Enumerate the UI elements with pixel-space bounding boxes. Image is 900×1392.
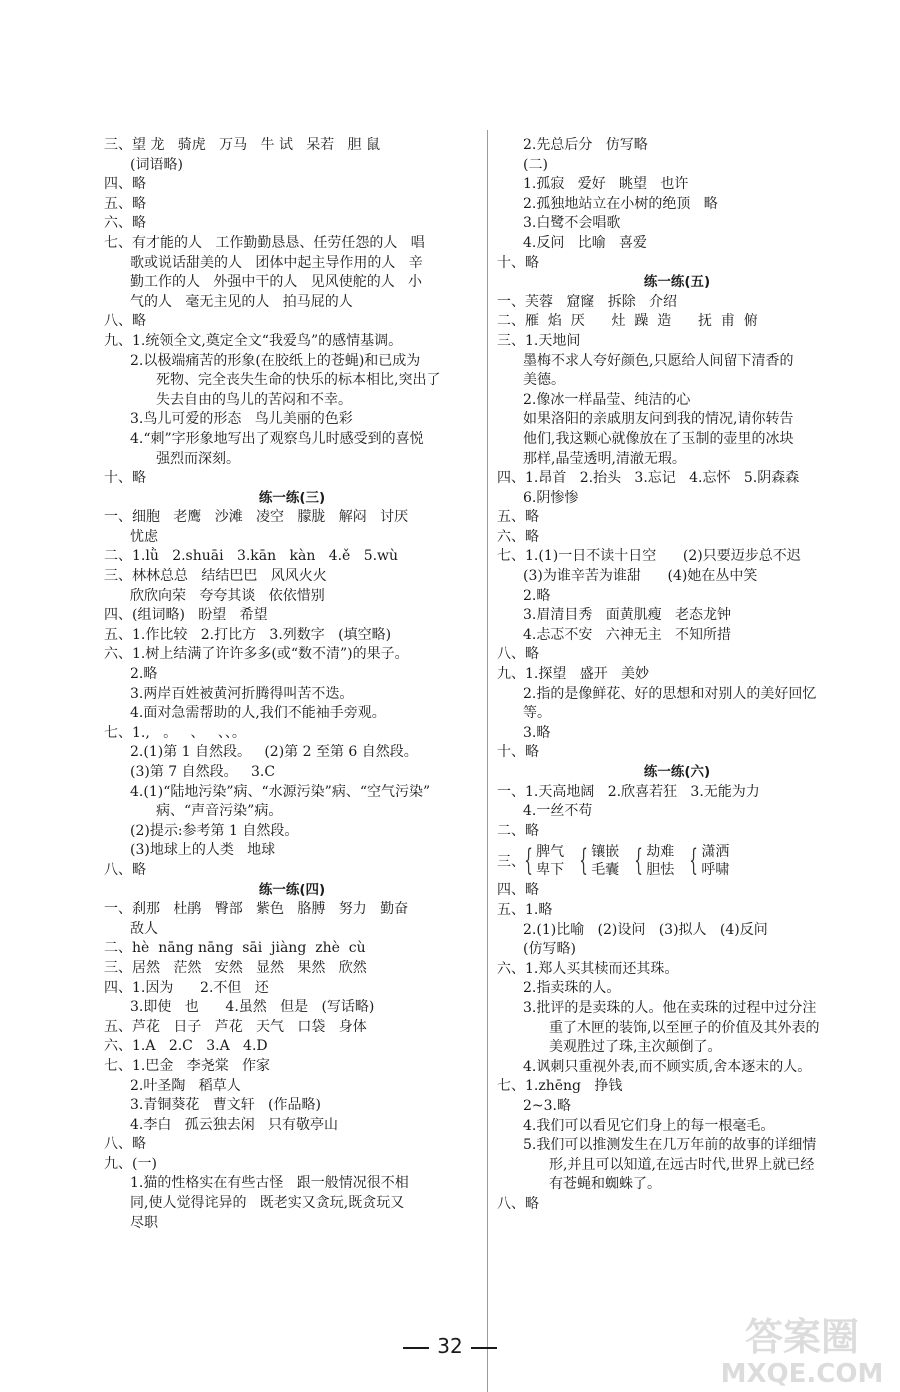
answer-line: 十、略 (497, 744, 539, 761)
page-number: 32 (437, 1334, 463, 1358)
answer-line: 2~3.略 (523, 1097, 571, 1114)
watermark-logo (712, 1308, 892, 1388)
answer-line: 五、1.略 (497, 901, 553, 918)
answer-line: 6.阴惨惨 (523, 489, 579, 506)
brace-word: 呼啸 (701, 862, 730, 879)
answer-line: 四、1.因为 2.不但 还 (104, 979, 269, 996)
answer-line: 3.即使 也 4.虽然 但是 (写话略) (130, 999, 375, 1016)
answer-line: 4.讽刺只重视外表,而不顾实质,舍本逐末的人。 (523, 1058, 812, 1075)
answer-line: 那样,晶莹透明,清澈无瑕。 (523, 450, 686, 467)
answer-line: 七、有才能的人 工作勤勤恳恳、任劳任怨的人 唱 (104, 234, 425, 251)
answer-line: 病、“声音污染”病。 (156, 803, 283, 820)
answer-line: 2.指卖珠的人。 (523, 980, 621, 997)
answer-line: 欣欣向荣 夸夸其谈 依依惜别 (130, 587, 325, 604)
watermark-text-top: 答案圈 (744, 1315, 860, 1359)
answer-line: 歌或说话甜美的人 团体中起主导作用的人 辛 (130, 254, 423, 271)
answer-line: (2)提示:参考第 1 自然段。 (130, 822, 299, 839)
answer-line: 2.略 (130, 666, 158, 683)
answer-line: 2.孤独地站立在小树的绝顶 略 (523, 195, 718, 212)
brace-word: 卑下 (536, 862, 565, 879)
answer-line: 六、1.A 2.C 3.A 4.D (104, 1038, 268, 1055)
answer-line: 4.面对急需帮助的人,我们不能袖手旁观。 (130, 705, 386, 722)
answer-line: 4.一丝不苟 (523, 803, 593, 820)
brace-icon: { (689, 843, 699, 879)
answer-line: 如果洛阳的亲戚朋友问到我的情况,请你转告 (523, 411, 794, 428)
brace-pair (684, 843, 729, 879)
answer-line: 六、略 (497, 528, 539, 545)
brace-word: 脾气 (536, 844, 565, 861)
answer-line: 2.以极端痛苦的形象(在胶纸上的苍蝇)和已成为 (130, 352, 421, 369)
answer-line: (3)地球上的人类 地球 (130, 842, 276, 859)
answer-line: 美德。 (523, 372, 565, 389)
answer-line: 重了木匣的装饰,以至匣子的价值及其外表的 (549, 1019, 820, 1036)
section-heading: 练一练(五) (643, 274, 711, 291)
answer-line: 一、细胞 老鹰 沙滩 凌空 朦胧 解闷 讨厌 (104, 509, 409, 526)
answer-line: 他们,我这颗心就像放在了玉制的壶里的冰块 (523, 430, 794, 447)
answer-line: 十、略 (497, 254, 539, 271)
answer-line: 气的人 毫无主见的人 拍马屁的人 (130, 293, 353, 310)
answer-line: 六、1.树上结满了许许多多(或“数不清”)的果子。 (104, 646, 409, 663)
answer-line: 四、1.昂首 2.抬头 3.忘记 4.忘怀 5.阴森森 (497, 470, 800, 487)
answer-line: 九、1.探望 盛开 美妙 (497, 666, 650, 683)
answer-line: 一、芙蓉 窟窿 拆除 介绍 (497, 293, 678, 310)
answer-line: (二) (523, 156, 548, 173)
brace-question (497, 841, 857, 881)
brace-word: 胆怯 (646, 862, 675, 879)
page-number-dash (471, 1347, 497, 1349)
answer-line: 三、望 龙 骑虎 万马 牛 试 呆若 胆 鼠 (104, 137, 381, 153)
right-column-upper (497, 136, 857, 841)
answer-line: 4.我们可以看见它们身上的每一根毫毛。 (523, 1117, 775, 1134)
brace-question-label: 三、 (497, 854, 525, 871)
answer-line: 八、略 (497, 1195, 539, 1212)
answer-line: 七、1.巴金 李尧棠 作家 (104, 1057, 271, 1074)
answer-line: 一、1.天高地阔 2.欣喜若狂 3.无能为力 (497, 783, 760, 800)
column-divider (487, 130, 488, 1392)
answer-line: 七、1.zhēng 挣钱 (497, 1078, 623, 1095)
answer-line: 4.反问 比喻 喜爱 (523, 234, 648, 251)
answer-line: 九、(一) (104, 1155, 157, 1172)
answer-line: (3)第 7 自然段。 3.C (130, 764, 276, 780)
answer-line: 2.像冰一样晶莹、纯洁的心 (523, 391, 691, 408)
answer-line: 强烈而深刻。 (156, 450, 240, 467)
answer-line: 4.“刺”字形象地写出了观察鸟儿时感受到的喜悦 (130, 430, 424, 447)
answer-line: 三、1.天地间 (497, 332, 581, 349)
page-number-dash (403, 1347, 429, 1349)
answer-line: 二、1.lǜ 2.shuāi 3.kān kàn 4.ě 5.wù (104, 548, 399, 565)
brace-pair (519, 843, 564, 879)
answer-line: 墨梅不求人夸好颜色,只愿给人间留下清香的 (523, 352, 794, 369)
answer-line: 十、略 (104, 470, 146, 487)
answer-line: 2.先总后分 仿写略 (523, 137, 648, 153)
answer-line: 二、雁 焰 厌 灶 躁 造 抚 甫 俯 (497, 313, 758, 330)
answer-line: 六、1.郑人买其椟而还其珠。 (497, 960, 679, 977)
answer-line: 四、(组词略) 盼望 希望 (104, 607, 268, 624)
answer-line: 敌人 (130, 920, 158, 937)
answer-line: 五、1.作比较 2.打比方 3.列数字 (填空略) (104, 626, 392, 643)
watermark-text-bottom: MXQE.COM (720, 1359, 884, 1388)
brace-icon: { (524, 843, 533, 879)
answer-line: 三、林林总总 结结巴巴 风风火火 (104, 568, 327, 585)
answer-line: 三、居然 茫然 安然 显然 果然 欣然 (104, 959, 367, 976)
brace-icon: { (579, 843, 588, 879)
brace-groups (519, 843, 739, 879)
answer-line: 3.白鹭不会唱歌 (523, 215, 621, 232)
answer-line: 4.(1)“陆地污染”病、“水源污染”病、“空气污染” (130, 783, 431, 800)
answer-line: 5.我们可以推测发生在几万年前的故事的详细情 (523, 1137, 817, 1154)
answer-line: 八、略 (104, 1136, 146, 1153)
answer-line: 2.(1)第 1 自然段。 (2)第 2 至第 6 自然段。 (130, 744, 418, 761)
answer-line: 3.鸟儿可爱的形态 鸟儿美丽的色彩 (130, 411, 353, 428)
brace-word: 潇洒 (701, 844, 730, 861)
answer-line: 二、hè nāng nāng sāi jiàng zhè cù (104, 940, 366, 957)
answer-line: 八、略 (104, 313, 146, 330)
answer-line: 3.两岸百姓被黄河折腾得叫苦不迭。 (130, 685, 354, 702)
answer-line: (词语略) (130, 156, 183, 173)
brace-word: 镶嵌 (591, 844, 620, 861)
answer-line: 六、略 (104, 215, 146, 232)
answer-line: 五、略 (497, 509, 539, 526)
right-column-lower (497, 881, 857, 1214)
answer-line: 3.略 (523, 724, 551, 741)
answer-line: 一、刹那 杜鹃 臀部 紫色 胳膊 努力 勤奋 (104, 901, 409, 918)
answer-line: 等。 (523, 705, 551, 722)
brace-word: 毛囊 (591, 862, 620, 879)
answer-line: 2.指的是像鲜花、好的思想和对别人的美好回忆 (523, 685, 817, 702)
answer-line: 四、略 (104, 176, 146, 193)
answer-line: 美观胜过了珠,主次颠倒了。 (549, 1039, 722, 1056)
section-heading: 练一练(六) (643, 764, 711, 780)
answer-line: 2.(1)比喻 (2)设问 (3)拟人 (4)反问 (523, 921, 768, 938)
answer-line: 九、1.统领全文,奠定全文“我爱鸟”的感情基调。 (104, 332, 403, 349)
answer-line: 1.孤寂 爱好 眺望 也许 (523, 176, 689, 193)
answer-line: (仿写略) (523, 941, 576, 958)
brace-word: 劫难 (646, 844, 675, 861)
answer-line: 同,使人觉得诧异的 既老实又贪玩,既贪玩又 (130, 1195, 405, 1212)
answer-line: 3.青铜葵花 曹文轩 (作品略) (130, 1097, 321, 1114)
answer-line: 忧虑 (130, 528, 158, 545)
answer-line: 五、略 (104, 195, 146, 212)
answer-line: 死物、完全丧失生命的快乐的标本相比,突出了 (156, 372, 441, 389)
answer-line: 七、1.(1)一日不读十日空 (2)只要迈步总不迟 (497, 548, 801, 565)
answer-line: 失去自由的鸟儿的苦闷和不幸。 (156, 391, 352, 408)
answer-line: 二、略 (497, 822, 539, 839)
section-heading: 练一练(三) (258, 489, 326, 506)
answer-line: 3.批评的是卖珠的人。他在卖珠的过程中过分注 (523, 999, 817, 1016)
answer-line: 七、1., 。 、 、、。 (104, 724, 246, 741)
answer-line: 尽职 (130, 1214, 158, 1231)
answer-line: 四、略 (497, 882, 539, 899)
answer-line: 3.眉清目秀 面黄肌瘦 老态龙钟 (523, 607, 732, 624)
brace-icon: { (634, 843, 644, 879)
answer-line: (3)为谁辛苦为谁甜 (4)她在丛中笑 (523, 568, 758, 585)
left-column (104, 136, 480, 1233)
answer-line: 4.李白 孤云独去闲 只有敬亭山 (130, 1116, 339, 1133)
answer-line: 2.叶圣陶 稻草人 (130, 1077, 241, 1094)
answer-line: 五、芦花 日子 芦花 天气 口袋 身体 (104, 1018, 367, 1035)
brace-pair (574, 843, 619, 879)
answer-line: 有苍蝇和蜘蛛了。 (549, 1176, 661, 1193)
answer-line: 形,并且可以知道,在远古时代,世界上就已经 (549, 1156, 815, 1173)
answer-line: 八、略 (497, 646, 539, 663)
brace-pair (629, 843, 674, 879)
section-heading: 练一练(四) (258, 881, 326, 898)
answer-line: 八、略 (104, 861, 146, 878)
answer-line: 2.略 (523, 587, 551, 604)
answer-line: 4.忐忑不安 六神无主 不知所措 (523, 626, 732, 643)
right-column (497, 136, 857, 1214)
answer-line: 勤工作的人 外强中干的人 见风使舵的人 小 (130, 274, 423, 291)
answer-line: 1.猫的性格实在有些古怪 跟一般情况很不相 (130, 1175, 409, 1192)
